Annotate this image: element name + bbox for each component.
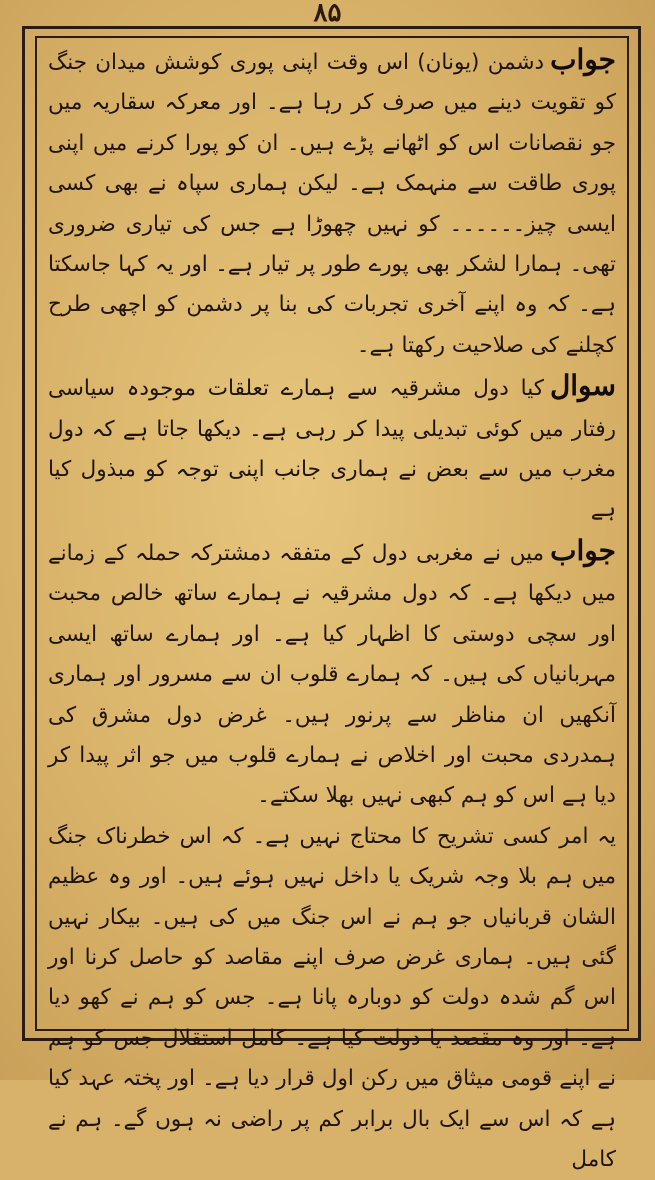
answer-label: جواب bbox=[550, 43, 616, 76]
page-number: ۸۵ bbox=[313, 0, 342, 28]
question-label: سوال bbox=[549, 369, 616, 403]
question-text: کیا دول مشرقیہ سے ہمارے تعلقات موجودہ سیاسی رفتار میں کوئی تبدیلی پیدا کر رہی ہے۔ دیکھا جاتا ہے کہ دول مغرب میں سے بعض نے ہماری جانب اپنی توجہ کو مبذول کیا ہے bbox=[48, 376, 616, 523]
answer-label: جواب bbox=[550, 533, 616, 567]
page-text bbox=[48, 40, 616, 1172]
answer-paragraph-1 bbox=[48, 40, 616, 366]
body-text: یہ امر کسی تشریح کا محتاج نہیں ہے۔ کہ اس خطرناک جنگ میں ہم بلا وجہ شریک یا داخل نہیں ہوئے ہیں۔ اور وہ عظیم الشان قربانیاں جو ہم نے اس جنگ میں کی ہیں۔ بیکار نہیں گئی ہیں۔ ہماری غرض صرف اپنے مقاصد کو حاصل کرنا اور اس گم شدہ دولت کو دوبارہ پانا ہے۔ جس کو ہم نے کھو دیا ہے۔ اور وہ مقصد یا دولت کیا ہے۔ کامل استقلال جس کو ہم نے اپنے قومی میثاق میں رکن اول قرار دیا ہے۔ اور پختہ عہد کیا ہے کہ اس سے ایک بال برابر کم پر راضی نہ ہوں گے۔ ہم نے کامل bbox=[48, 823, 616, 1172]
answer-paragraph-2 bbox=[48, 531, 616, 817]
answer-text: میں نے مغربی دول کے متفقہ دمشترکہ حملہ کے زمانے میں دیکھا ہے۔ کہ دول مشرقیہ نے ہمارے ساتھ خالص محبت اور سچی دوستی کا اظہار کیا ہے۔ اور ہمارے ساتھ ایسی مہربانیاں کی ہیں۔ کہ ہمارے قلوب ان سے مسرور اور ہماری آنکھیں ان مناظر سے پرنور ہیں۔ غرض دول مشرق کی ہمدردی محبت اور اخلاص نے ہمارے قلوب میں جو اثر پیدا کر دیا ہے اس کو ہم کبھی نہیں بھلا سکتے۔ bbox=[48, 540, 616, 809]
question-paragraph bbox=[48, 366, 616, 531]
answer-text: دشمن (یونان) اس وقت اپنی پوری کوشش میدان جنگ کو تقویت دینے میں صرف کر رہا ہے۔ اور معرکہ سقاریہ میں جو نقصانات اس کو اٹھانے پڑے ہیں۔ ان کو پورا کرنے میں اپنی پوری طاقت سے منہمک ہے۔ لیکن ہماری سپاہ نے بھی کسی ایسی چیز۔۔۔۔۔۔ کو نہیں چھوڑا ہے جس کی تیاری ضروری تھی۔ ہمارا لشکر بھی پورے طور پر تیار ہے۔ اور یہ کہا جاسکتا ہے۔ کہ وہ اپنے آخری تجربات کی بنا پر دشمن کو اچھی طرح کچلنے کی صلاحیت رکھتا ہے۔ bbox=[48, 50, 616, 358]
body-paragraph bbox=[48, 817, 616, 1180]
